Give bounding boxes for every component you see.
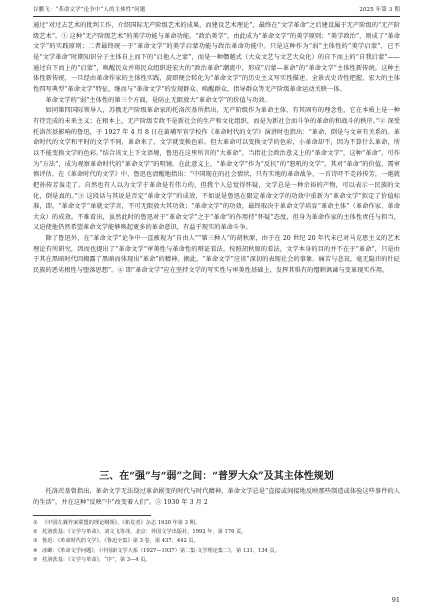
header-rule bbox=[33, 16, 400, 17]
footnote bbox=[33, 556, 400, 565]
footnote bbox=[33, 519, 400, 528]
section-heading: 三、在“强”与“弱”之间：“普罗大众”及其主体性规划 bbox=[99, 471, 334, 482]
footnotes bbox=[33, 519, 400, 565]
footnote-mark: ③ bbox=[33, 538, 38, 545]
footnote-rule bbox=[33, 515, 151, 516]
running-header bbox=[33, 4, 400, 14]
footnote-text: 鲁迅：《革命时代的文学》，《鲁迅全集》第 3 卷，第 437、442 页。 bbox=[42, 538, 199, 545]
footnote-text: 《中国左翼作家联盟的理论纲领》，《拓荒者》杂志 1930 年第 3 期。 bbox=[42, 520, 200, 526]
body-paragraph: 通过“对过去艺术的批判工作，介绍国际无产阶级艺术的成果，而建设艺术理论”，最终在“文学革命”之后建设属于无产阶级的“无产阶级艺术”。① 这种“无产阶级艺术”的美学功能与革命功能。“政治美学”，由此成为“革命文学”的美学原则；“美学政治”，则成了“革命文学”的实践原则；二者最终统一于“革命文学”的美学启蒙功能与政治革命功能中。只是这种作为“弱”主体性的“美学启蒙”，已不是“文学革命”时期知识分子主体自上而下的“启他人之蒙”，而是一种僭越式（大众文艺与文艺大众化）的自下而上的“自我启蒙”——通过自下而上的“启蒙”，唤醒民众并将民众组织进宏大的“政治革命”潮流中，形成“启蒙—革命”的“革命文学”主体性新传统。这种主体性新传统，一旦经由革命作家的主体性实践，旋即便会转化为“革命文学”的历史主义写实性描述、全景式史诗性把握、宏大的主体性四写典型“革命文学”特征，继而与“革命文学”的发现群众、唤醒群众、指导群众等无产阶级革命运动关联一体。 bbox=[33, 22, 400, 93]
footnote-mark: ④ bbox=[33, 547, 38, 554]
footnote bbox=[33, 528, 400, 537]
running-header-title: 谷鹏飞：“革命文学”论争中“人的主体性”问题 bbox=[33, 7, 146, 13]
footnote-mark: ① bbox=[33, 520, 38, 526]
footnote-mark: ② bbox=[33, 529, 38, 536]
footnote-text: 托洛茨基：《文学与革命》，“序”，第 3—4 页。 bbox=[42, 556, 151, 563]
body-paragraph: 除了鲁迅外，在“革命文学”论争中一直被视为“自由人”“第三种人”的胡秋原，由于在 20 世纪 20 年代末已对马克思主义的艺术理论有所研究，因而也提出了“革命文学”审美性与革命性的辩证看法。按照胡秋原的看法，文学本身的目的并不在于“革命”，只是由于其在黑暗时代因揭露了黑暗而体现出“革命”的精神。据此，“革命文学”应该“深切的表现社会的事象。痛苦与悲哀，毫无隐讳的针砭民族的恶劣根性与堕落思想”。④ 即“革命文学”应在坚持文学的写实性与审美性基础上，发挥其惧有的憎刺讽谏与变革现实作用。 bbox=[33, 235, 400, 275]
footnote-text: 托洛茨基：《文学与革命》，刘文飞等译，北京：外国文学出版社，1992 年，第 176 页。 bbox=[42, 529, 247, 536]
footnote bbox=[33, 537, 400, 546]
footnote-mark: ⑤ bbox=[33, 556, 38, 563]
body-paragraph: 如同第四国际领导人，苏俄无产阶级革命家的托洛茨基所指出，无产阶级作为革命主体，有其固有的理念性，它在本质上是一种有待完成的未来主义；在根本上，无产阶级专政不是新社会的生产和文化组织，而是为新社会而斗争的革命的和战斗的秩序。”② 深受托洛茨基影响的鲁迅，于 1927 年 4 月 8 日在黄埔军官学校作《革命时代的文学》演讲时也指出：“革命，倒是与文章有关系的。革命时代的文学和平时的文学不同，革命来了，文学就变换色彩。但大革命可以变换文学的色彩，小革命却不，因为不算什么革命，所以不能变换文学的色彩。”结合该文上下文语境，鲁迅在这里所言的“大革命”，当指社会政治意义上的“革命文学”，这种“革命”，可作为“方法”，成为观察革命时代的“革命文学”的明镜。在此意义上，“革命文学”作为“反抗”的“怒吼的文学”，其对“革命”的价值，需审慎评估。在《革命时代的文学》中，鲁迅也清醒地指出：“中国现在的社会情状，只有实地的革命战争，一首诗吓不走孙传芳，一炮就把孙传芳轰走了。自然也有人以为文学于革命是有伟力的，但我个人总觉得怀疑，文学总是一种余裕的产物，可以表示一民族的文化，倒是真的。”③ 这段话与其说是否定“革命文学”的成效，不如说是鲁迅在限定革命文学的功效中重新为“革命文学”拟定了价值标准，即，“革命文学”单就文学言，不可无限放大其功效；“革命文学”的功效，最终取决于革命文学培育“革命主体”（革命作家、革命大众）的成效。不难看出，虽然此时的鲁迅对于“革命文学”之于“革命”的作用持“怀疑”态度，但身为革命作家的主体性责任与担当，又迫使他仍然希望革命文学能够唤起更多的革命意识，有益于现实的革命斗争。 bbox=[33, 107, 400, 232]
footnote bbox=[33, 547, 400, 556]
body-paragraph: 革命文学的“弱”主体性的第三个方面，是防止无限放大“革命文学”的价值与功效。 bbox=[45, 96, 271, 104]
running-header-issue: 2025 年第 3 期 bbox=[359, 7, 400, 13]
body-paragraph: 托洛茨基曾指出，革命文学无法绕过革命剧变的时代与时代精神，革命文学总是“直接或间接地反映那些制造或体验这些事件的人的生活”，并在这种“反映”中“改变着人们”。⑤ 1930 年 3 月 2 bbox=[33, 488, 400, 506]
page-number: 91 bbox=[391, 596, 400, 604]
footnote-text: 冰蝉：《革命文学问题》，《中国新文学大系（1927—1937）第二集·文学理论集二》，第 131、134 页。 bbox=[42, 547, 280, 554]
section-body bbox=[33, 487, 400, 509]
article-body bbox=[33, 21, 400, 457]
